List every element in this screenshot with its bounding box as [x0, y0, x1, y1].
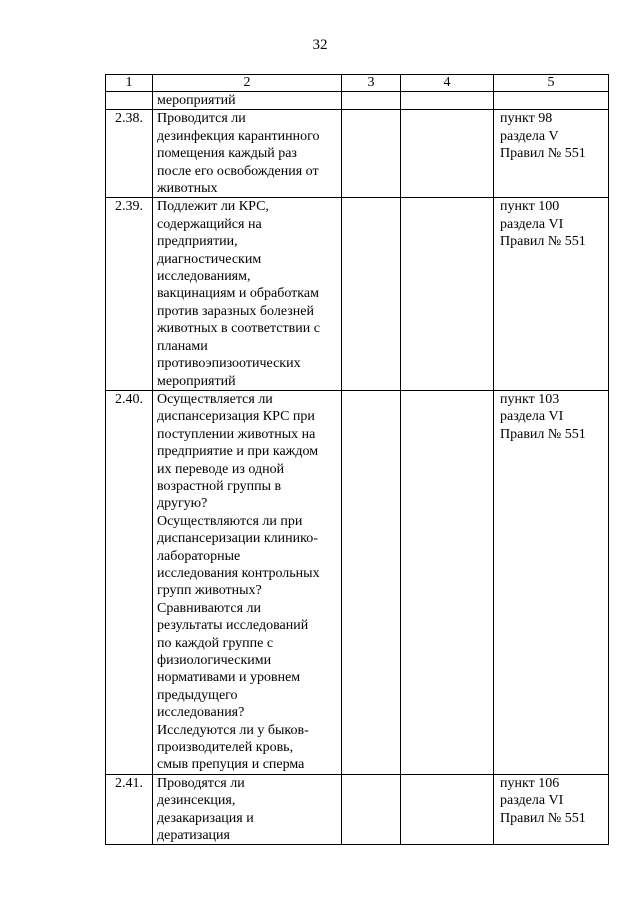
col3-cell: [342, 198, 401, 390]
reference-cell: [494, 110, 609, 198]
col3-cell: [342, 390, 401, 774]
header-cell-2: 2: [153, 75, 342, 92]
question-text-content: Осуществляется ли диспансеризация КРС при поступлении животных на предприятие и при каждом их переводе из одной возрастной группы в другую? Осуществляются ли при диспансеризации клинико- лабораторные исследования контрольных групп животных? Сравниваются ли результаты исследований по каждой группе с физиологическими нормативами и уровнем предыдущего исследования? Исследуются ли у быков- производителей кровь, смыв препуция и сперма: [157, 391, 320, 773]
question-text-content: Проводятся ли дезинсекция, дезакаризация и дератизация: [157, 775, 254, 844]
reference-text: пункт 100 раздела VI Правил № 551: [500, 199, 586, 250]
col4-cell: [401, 92, 494, 110]
table-header-row: [106, 75, 609, 92]
question-text: [153, 774, 342, 845]
col4-cell: [401, 390, 494, 774]
question-text: [153, 110, 342, 198]
table-row: [106, 92, 609, 110]
reference-text: пункт 98 раздела V Правил № 551: [500, 111, 586, 162]
question-text-content: Проводится ли дезинфекция карантинного помещения каждый раз после его освобождения от животных: [157, 111, 320, 197]
question-text: [153, 390, 342, 774]
table-row: [106, 198, 609, 390]
table-row: [106, 390, 609, 774]
reference-cell: [494, 92, 609, 110]
item-number: 2.38.: [106, 110, 153, 198]
page-number: 32: [312, 37, 328, 53]
item-number: [106, 92, 153, 110]
header-cell-4: 4: [401, 75, 494, 92]
checklist-table: [105, 74, 609, 845]
table-row: [106, 110, 609, 198]
col3-cell: [342, 110, 401, 198]
reference-cell: [494, 774, 609, 845]
reference-cell: [494, 390, 609, 774]
col4-cell: [401, 198, 494, 390]
col3-cell: [342, 774, 401, 845]
col4-cell: [401, 774, 494, 845]
reference-cell: [494, 198, 609, 390]
question-text: [153, 198, 342, 390]
question-text-content: Подлежит ли КРС, содержащийся на предприятии, диагностическим исследованиям, вакцинациям и обработкам против заразных болезней животных в соответствии с планами противоэпизоотических мероприятий: [157, 199, 320, 389]
item-number: 2.39.: [106, 198, 153, 390]
item-number: 2.40.: [106, 390, 153, 774]
col3-cell: [342, 92, 401, 110]
col4-cell: [401, 110, 494, 198]
reference-text: пункт 106 раздела VI Правил № 551: [500, 775, 586, 826]
item-number: 2.41.: [106, 774, 153, 845]
question-text: [153, 92, 342, 110]
question-text-content: мероприятий: [157, 93, 236, 108]
reference-text: пункт 103 раздела VI Правил № 551: [500, 391, 586, 442]
header-cell-1: 1: [106, 75, 153, 92]
table-row: [106, 774, 609, 845]
header-cell-5: 5: [494, 75, 609, 92]
header-cell-3: 3: [342, 75, 401, 92]
